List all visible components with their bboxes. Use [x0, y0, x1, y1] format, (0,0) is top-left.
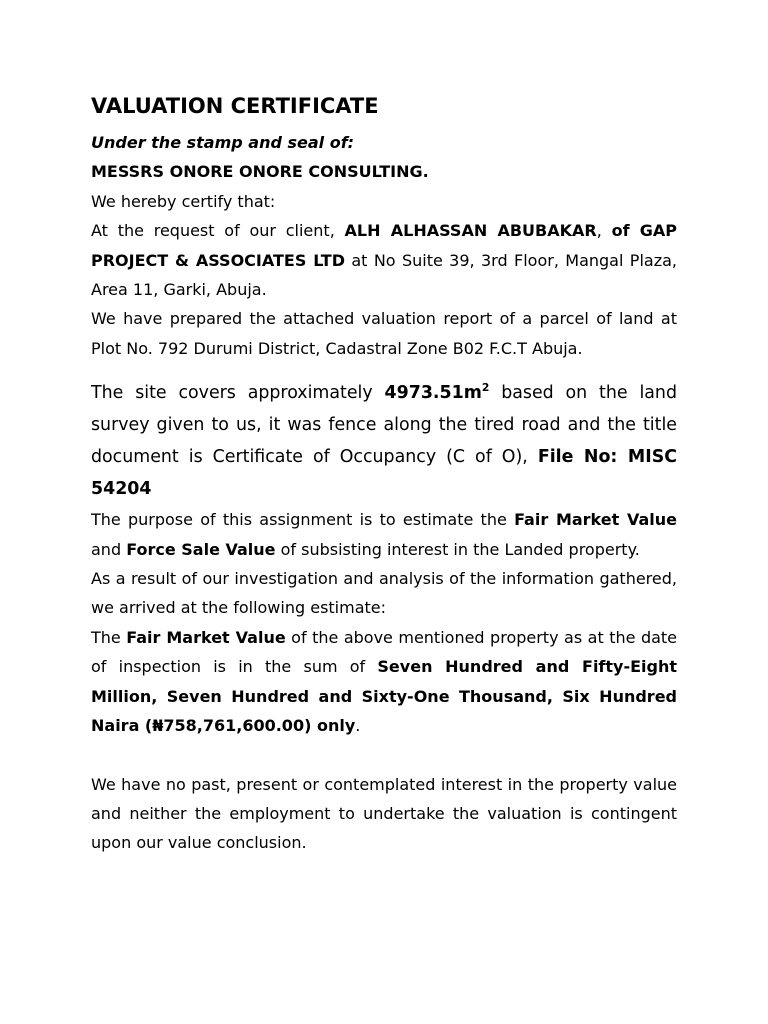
purpose-text-3: of subsisting interest in the Landed property. [275, 539, 640, 559]
site-area-value: 4973.51m [384, 383, 482, 404]
purpose-force-sale-value: Force Sale Value [126, 539, 276, 559]
site-area-superscript: 2 [481, 381, 490, 395]
value-text-2: of the above mentioned property as at the date of inspection is in the sum of [91, 627, 678, 677]
document-title: VALUATION CERTIFICATE [91, 94, 379, 118]
purpose-text-1: The purpose of this assignment is to estimate the [91, 510, 515, 530]
request-text-1: At the request of our client, [91, 221, 345, 241]
certify-intro: We hereby certify that: [91, 191, 276, 211]
result-paragraph: As a result of our investigation and analysis of the information gathered, we arrived at the following estimate: [91, 569, 677, 618]
site-text-2: based on the land survey given to us, it was fence along the tired road and the title document is Certificate of Occupancy (C of O), [91, 383, 677, 468]
value-amount: Seven Hundred and Fifty-Eight Million, Seven Hundred and Sixty-One Thousand, Six Hundred Naira (₦758,761,600.00) only [91, 657, 678, 736]
interest-paragraph: We have no past, present or contemplated interest in the property value and neither the employment to undertake the valuation is contingent upon our value conclusion. [91, 774, 677, 853]
purpose-fair-market-value: Fair Market Value [514, 510, 678, 530]
request-paragraph [91, 216, 677, 304]
client-company: of GAP PROJECT & ASSOCIATES LTD [91, 221, 678, 270]
request-text-3: at No Suite 39, 3rd Floor, Mangal Plaza, Area 11, Garki, Abuja. [91, 250, 677, 300]
firm-name: MESSRS ONORE ONORE CONSULTING. [91, 162, 429, 182]
client-name: ALH ALHASSAN ABUBAKAR [344, 221, 597, 241]
purpose-text-2: and [91, 539, 127, 559]
value-text-1: The [91, 627, 127, 647]
seal-line: Under the stamp and seal of: [91, 133, 355, 152]
site-area [385, 383, 490, 403]
site-paragraph [91, 377, 677, 505]
value-paragraph [91, 623, 677, 741]
site-text-1: The site covers approximately [91, 383, 385, 404]
value-text-3: . [355, 716, 361, 736]
paragraph-spacer [91, 741, 677, 770]
prepared-paragraph: We have prepared the attached valuation report of a parcel of land at Plot No. 792 Durumi District, Cadastral Zone B02 F.C.T Abuja. [91, 309, 677, 358]
file-number: File No: MISC 54204 [91, 447, 677, 500]
request-text-2: , [596, 221, 612, 241]
value-fair-market-value: Fair Market Value [126, 627, 286, 647]
purpose-paragraph [91, 505, 677, 564]
